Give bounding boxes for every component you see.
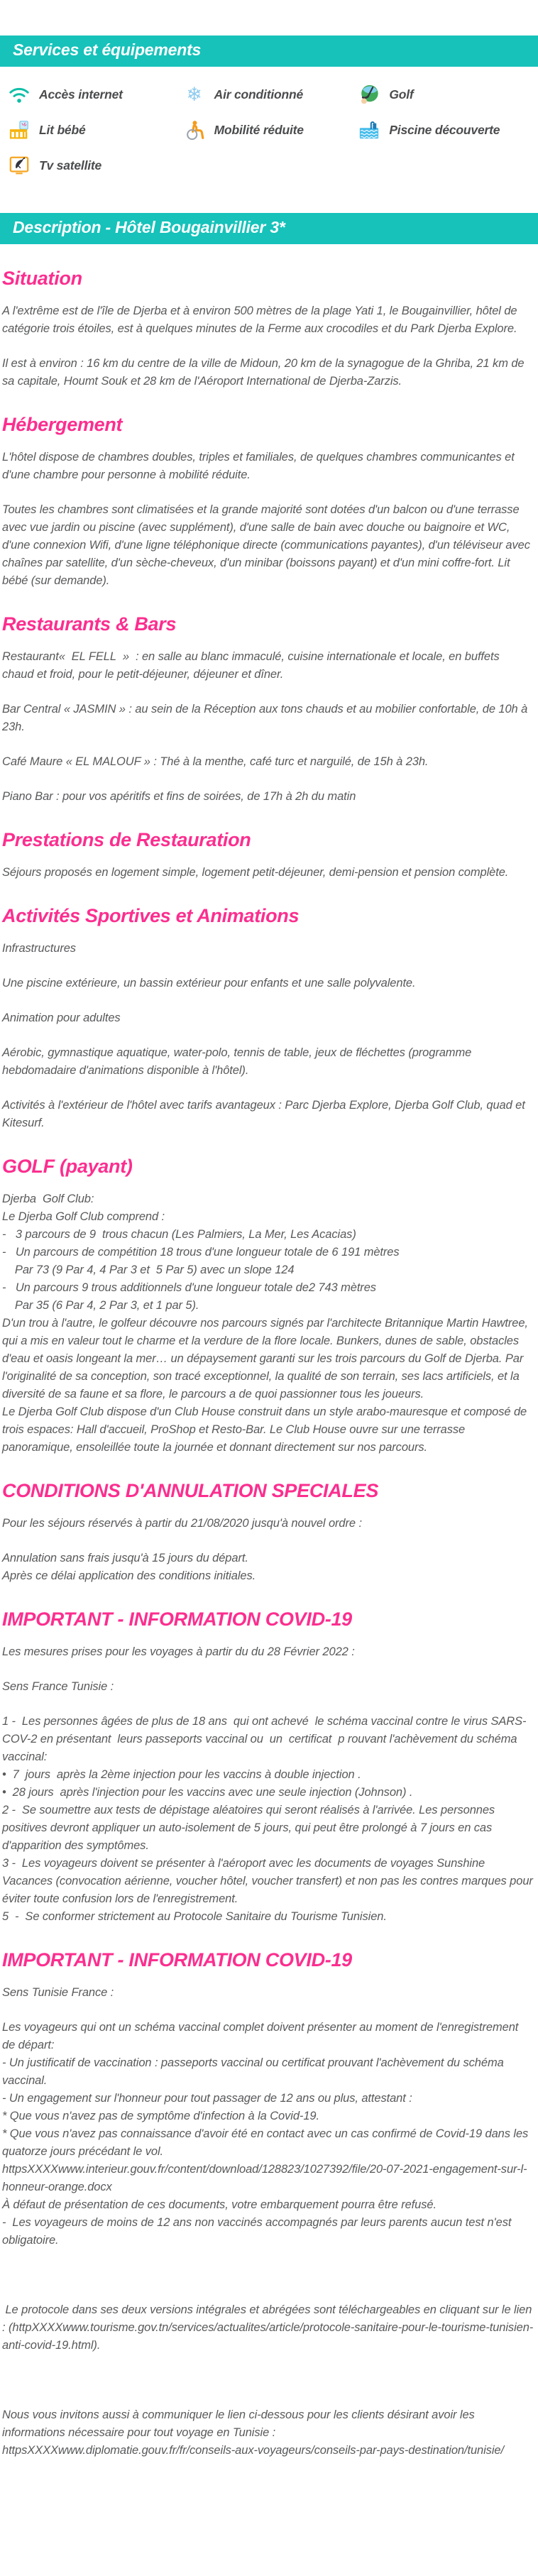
text-line: Sens Tunisie France :	[2, 1986, 114, 1999]
text-line: Pour les séjours réservés à partir du 21/08/2020 jusqu'à nouvel ordre :	[2, 1517, 362, 1530]
paragraph	[2, 1009, 534, 1027]
section-heading-prestations-restauration: Prestations de Restauration	[2, 829, 251, 850]
text-line: 5 - Se conformer strictement au Protocole Sanitaire du Tourisme Tunisien.	[2, 1910, 387, 1923]
section-activites-sportives-animations	[2, 903, 534, 1132]
section-golf-payant	[2, 1153, 534, 1457]
section-heading-golf-payant: GOLF (payant)	[2, 1156, 133, 1177]
text-line: Par 73 (9 Par 4, 4 Par 3 et 5 Par 5) avec un slope 124	[2, 1264, 295, 1276]
paragraph	[2, 1550, 534, 1585]
section-covid-19-france-tunisie	[2, 1606, 534, 1926]
service-item-piscine-decouverte	[358, 118, 534, 142]
text-line: • 7 jours après la 2ème injection pour les vaccins à double injection .	[2, 1768, 361, 1781]
paragraph	[2, 2372, 534, 2389]
service-item-tv-satellite	[9, 153, 184, 177]
section-hebergement	[2, 412, 534, 590]
text-line: Restaurant« EL FELL » : en salle au blanc immaculé, cuisine internationale et locale, en buffets chaud et froid, pour le petit-déjeuner, déjeuner et dîner.	[2, 650, 500, 681]
service-label-mobilite-reduite: Mobilité réduite	[214, 122, 304, 137]
text-line: * Que vous n'avez pas de symptôme d'infection à la Covid-19.	[2, 2110, 319, 2122]
description-banner-title: Description - Hôtel Bougainvillier 3*	[13, 218, 285, 236]
text-line: Il est à environ : 16 km du centre de la ville de Midoun, 20 km de la synagogue de la Ghriba, 21 km de sa capitale, Houmt Souk et 28 km de l'Aéroport International de Djerba-Zarzis.	[2, 357, 525, 388]
paragraph	[2, 788, 534, 806]
text-line: Le protocole dans ses deux versions intégrales et abrégées sont téléchargeables en cliquant sur le lien : (httpXXXXwww.tourisme.gov.tn/services/actualites/article/protocole-sanitaire-pour-le-tourisme-tunisien-anti-covid-19.html).	[2, 2303, 534, 2352]
text-line: Bar Central « JASMIN » : au sein de la Réception aux tons chauds et au mobilier confortable, de 10h à 23h.	[2, 703, 528, 733]
text-line: - Les voyageurs de moins de 12 ans non vaccinés accompagnés par leurs parents aucun test n'est obligatoire.	[2, 2216, 512, 2247]
services-banner	[0, 35, 538, 67]
text-line: Sens France Tunisie :	[2, 1680, 114, 1693]
wheelchair-icon	[184, 119, 205, 141]
paragraph	[2, 1515, 534, 1533]
text-line: Aérobic, gymnastique aquatique, water-polo, tennis de table, jeux de fléchettes (programme hebdomadaire d'animations disponible à l'hôtel).	[2, 1046, 472, 1077]
service-item-golf	[358, 82, 534, 106]
text-line: - Un parcours 9 trous additionnels d'une longueur totale de2 743 mètres	[2, 1281, 376, 1294]
paragraph	[2, 753, 534, 771]
text-line: A l'extrême est de l'île de Djerba et à environ 500 mètres de la plage Yati 1, le Bougainvillier, hôtel de catégorie trois étoiles, est à quelques minutes de la Ferme aux crocodiles et du Park Djerba Explore.	[2, 305, 517, 335]
text-line: Après ce délai application des conditions initiales.	[2, 1569, 256, 1582]
text-line: À défaut de présentation de ces documents, votre embarquement pourra être refusé.	[2, 2198, 437, 2211]
paragraph	[2, 975, 534, 992]
text-line: 1 - Les personnes âgées de plus de 18 ans qui ont achevé le schéma vaccinal contre le virus SARS-COV-2 en présentant leurs passeports vaccinal ou un certificat p rouvant l'achèvement du schéma vaccinal:	[2, 1715, 527, 1763]
section-restaurants-bars	[2, 611, 534, 806]
paragraph	[2, 2301, 534, 2355]
paragraph	[2, 1097, 534, 1132]
section-heading-restaurants-bars: Restaurants & Bars	[2, 613, 177, 635]
text-line: Par 35 (6 Par 4, 2 Par 3, et 1 par 5).	[2, 1299, 199, 1312]
section-heading-covid-19-tunisie-france: IMPORTANT - INFORMATION COVID-19	[2, 1949, 352, 1971]
service-item-acces-internet	[9, 82, 184, 106]
text-line: - 3 parcours de 9 trous chacun (Les Palmiers, La Mer, Les Acacias)	[2, 1228, 356, 1241]
section-prestations-restauration	[2, 827, 534, 882]
text-line: Activités à l'extérieur de l'hôtel avec tarifs avantageux : Parc Djerba Explore, Djerba Golf Club, quad et Kitesurf.	[2, 1099, 525, 1129]
paragraph	[2, 1678, 534, 1696]
text-line: Toutes les chambres sont climatisées et la grande majorité sont dotées d'un balcon ou d'une terrasse avec vue jardin ou piscine (avec supplément), d'une salle de bain avec douche ou baignoire et WC, d'une connexion Wifi, d'une ligne téléphonique directe (communications payantes), d'un téléviseur avec chaînes par satellite, d'un sèche-cheveux, d'un minibar (boissons payant) et d'un mini coffre-fort. Lit bébé (sur demande).	[2, 503, 530, 587]
section-conditions-annulation-speciales	[2, 1478, 534, 1585]
text-line: Séjours proposés en logement simple, logement petit-déjeuner, demi-pension et pension complète.	[2, 866, 509, 879]
text-line	[2, 2267, 534, 2284]
section-heading-activites-sportives-animations: Activités Sportives et Animations	[2, 905, 300, 926]
text-line: httpsXXXXwww.interieur.gouv.fr/content/download/128823/1027392/file/20-07-2021-engagement-sur-l-honneur-orange.docx	[2, 2163, 527, 2193]
service-label-air-conditionne: Air conditionné	[214, 87, 303, 102]
paragraph	[2, 501, 534, 590]
section-heading-situation: Situation	[2, 268, 82, 289]
baby-crib-icon	[9, 119, 30, 141]
text-line: Annulation sans frais jusqu'à 15 jours du départ.	[2, 1552, 248, 1564]
paragraph	[2, 701, 534, 736]
text-line: Djerba Golf Club:	[2, 1193, 94, 1205]
section-heading-conditions-annulation-speciales: CONDITIONS D'ANNULATION SPECIALES	[2, 1480, 379, 1501]
paragraph	[2, 1044, 534, 1080]
text-line: 3 - Les voyageurs doivent se présenter à l'aéroport avec les documents de voyages Sunshine Vacances (convocation aérienne, voucher hôtel, voucher transfert) et non pas les contres marques pour éviter toute confusion lors de l'enregistrement.	[2, 1857, 533, 1905]
section-heading-hebergement: Hébergement	[2, 414, 123, 435]
description-banner	[0, 213, 538, 244]
text-line: Nous vous invitons aussi à communiquer le lien ci-dessous pour les clients désirant avoir les informations nécessaire pour tout voyage en Tunisie :	[2, 2408, 475, 2439]
paragraph	[2, 1190, 534, 1457]
paragraph	[2, 302, 534, 338]
text-line: D'un trou à l'autre, le golfeur découvre nos parcours signés par l'architecte Britannique Martin Hawtree, qui a mis en valeur tout le charme et la verdure de la flore locale. Bunkers, dunes de sable, obstacles d'eau et oasis longeant la mer… un dépaysement garanti sur les trois parcours du Golf de Djerba. Par l'originalité de sa conception, son tracé exceptionnel, la qualité de son terrain, ses lacs artificiels, et la diversité de sa faune et sa flore, le parcours a de quoi passionner tous les joueurs.	[2, 1317, 528, 1401]
paragraph	[2, 648, 534, 684]
paragraph	[2, 355, 534, 390]
text-line: Animation pour adultes	[2, 1012, 121, 1024]
paragraph	[2, 2019, 534, 2249]
text-line: Infrastructures	[2, 942, 76, 955]
text-line: - Un engagement sur l'honneur pour tout passager de 12 ans ou plus, attestant :	[2, 2092, 412, 2105]
description-body	[0, 265, 538, 2576]
service-label-lit-bebe: Lit bébé	[39, 122, 86, 137]
service-item-air-conditionne	[184, 82, 359, 106]
service-label-piscine-decouverte: Piscine découverte	[389, 122, 500, 137]
service-item-lit-bebe	[9, 118, 184, 142]
text-line: Piano Bar : pour vos apéritifs et fins de soirées, de 17h à 2h du matin	[2, 790, 356, 803]
section-covid-19-tunisie-france	[2, 1947, 534, 2460]
service-item-mobilite-reduite	[184, 118, 359, 142]
paragraph	[2, 864, 534, 882]
paragraph	[2, 2267, 534, 2284]
golf-icon	[358, 84, 380, 105]
text-line: Une piscine extérieure, un bassin extérieur pour enfants et une salle polyvalente.	[2, 977, 416, 990]
satellite-tv-icon	[9, 155, 30, 176]
text-line: L'hôtel dispose de chambres doubles, triples et familiales, de quelques chambres communicantes et d'une chambre pour personne à mobilité réduite.	[2, 451, 515, 481]
text-line: httpsXXXXwww.diplomatie.gouv.fr/fr/conseils-aux-voyageurs/conseils-par-pays-destination/tunisie/	[2, 2444, 504, 2457]
text-line: Les mesures prises pour les voyages à partir du du 28 Février 2022 :	[2, 1645, 355, 1658]
services-banner-title: Services et équipements	[13, 40, 202, 59]
paragraph	[2, 940, 534, 958]
paragraph	[2, 449, 534, 484]
pool-icon	[358, 119, 380, 141]
wifi-icon	[9, 84, 30, 105]
text-line: Les voyageurs qui ont un schéma vaccinal complet doivent présenter au moment de l'enregistrement de départ:	[2, 2021, 522, 2051]
service-label-golf: Golf	[389, 87, 414, 102]
service-label-tv-satellite: Tv satellite	[39, 158, 102, 172]
text-line: - Un justificatif de vaccination : passeports vaccinal ou certificat prouvant l'achèvement du schéma vaccinal.	[2, 2056, 504, 2087]
text-line: * Que vous n'avez pas connaissance d'avoir été en contact avec un cas confirmé de Covid-19 dans les quatorze jours précédant le vol.	[2, 2127, 529, 2158]
services-grid	[0, 67, 538, 196]
text-line: - Un parcours de compétition 18 trous d'une longueur totale de 6 191 mètres	[2, 1246, 400, 1259]
paragraph	[2, 1643, 534, 1661]
paragraph	[2, 1984, 534, 2002]
snowflake-icon: ❄	[186, 84, 202, 105]
paragraph	[2, 1713, 534, 1926]
text-line: 2 - Se soumettre aux tests de dépistage aléatoires qui seront réalisés à l'arrivée. Les personnes positives devront appliquer un auto-isolement de 5 jours, qui peut être prolongé à 7 jours en cas d'apparition des symptômes.	[2, 1804, 495, 1852]
text-line: Café Maure « EL MALOUF » : Thé à la menthe, café turc et narguilé, de 15h à 23h.	[2, 755, 429, 768]
text-line: Le Djerba Golf Club dispose d'un Club House construit dans un style arabo-mauresque et composé de trois espaces: Hall d'accueil, ProShop et Resto-Bar. Le Club House ouvre sur une terrasse panoramique, ensoleillée toute la journée et donnant directement sur nos parcours.	[2, 1405, 527, 1454]
text-line: Le Djerba Golf Club comprend :	[2, 1210, 165, 1223]
section-situation	[2, 265, 534, 390]
section-heading-covid-19-france-tunisie: IMPORTANT - INFORMATION COVID-19	[2, 1608, 352, 1630]
service-label-acces-internet: Accès internet	[39, 87, 123, 102]
text-line	[2, 2372, 534, 2389]
paragraph	[2, 2406, 534, 2460]
text-line: • 28 jours après l'injection pour les vaccins avec une seule injection (Johnson) .	[2, 1786, 413, 1799]
